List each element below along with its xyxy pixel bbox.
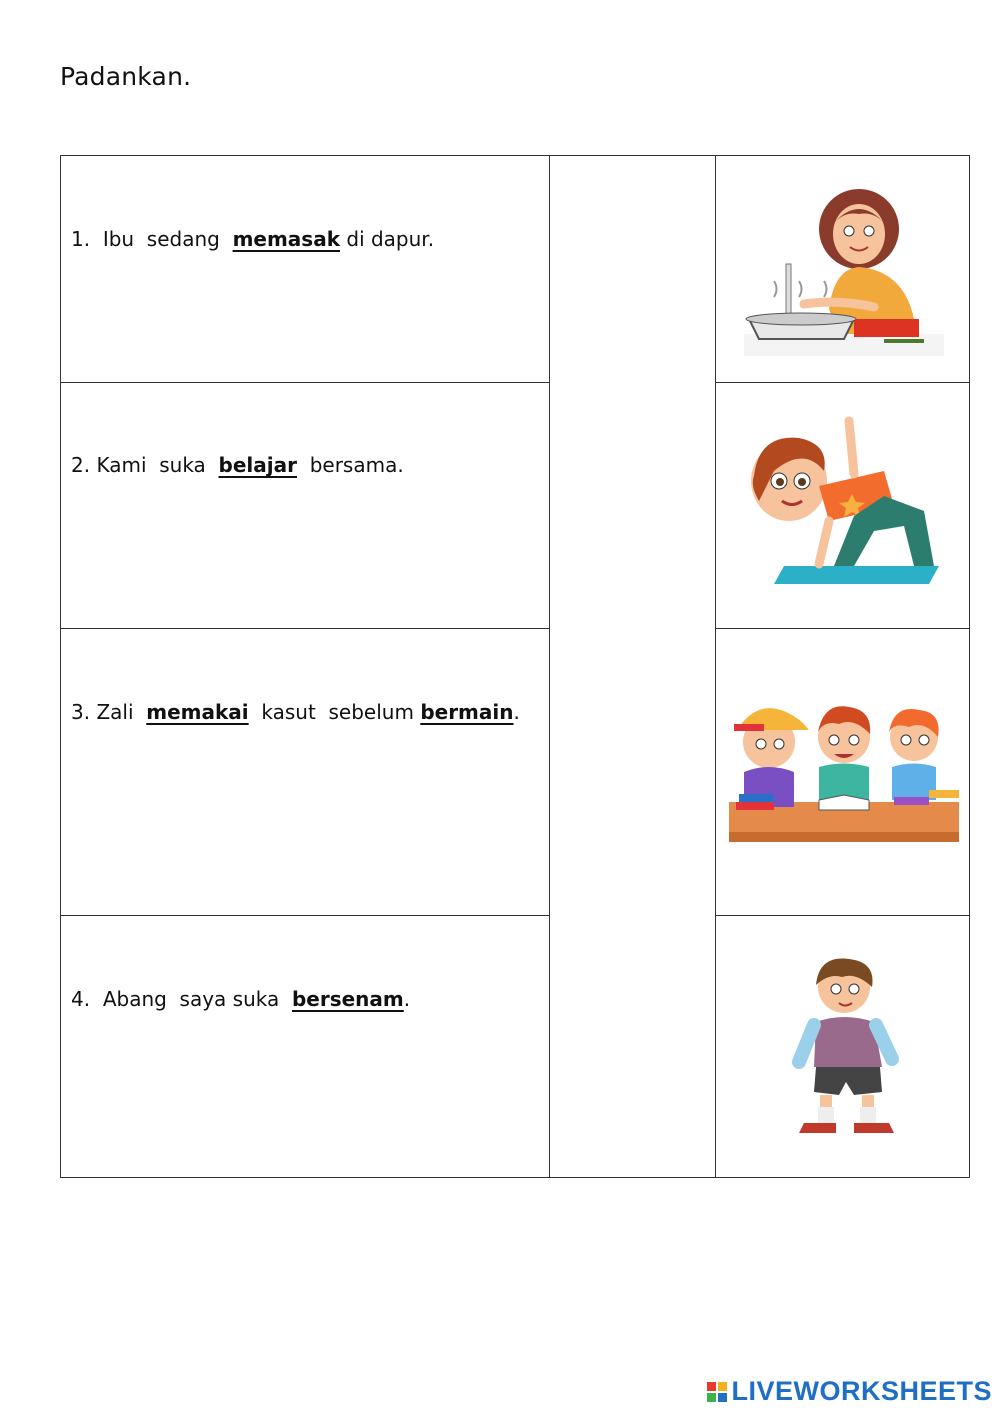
keyword: bersenam — [291, 987, 404, 1011]
page-title: Padankan. — [60, 62, 192, 91]
sentence-3: 3. Zali memakai kasut sebelum bermain. — [71, 700, 520, 724]
mother-cooking-picture[interactable] — [717, 156, 971, 382]
kids-studying-picture[interactable] — [717, 629, 971, 915]
row-divider — [61, 382, 549, 383]
sentence-4: 4. Abang saya suka bersenam. — [71, 987, 411, 1011]
row-divider — [61, 628, 549, 629]
boy-exercising-picture[interactable] — [717, 383, 971, 628]
keyword: belajar — [218, 453, 297, 477]
row-divider — [61, 915, 549, 916]
keyword: memasak — [232, 227, 341, 251]
brand-name: LIVEWORKSHEETS — [731, 1376, 992, 1406]
matching-table — [60, 155, 970, 1178]
keyword: memakai — [146, 700, 249, 724]
column-divider — [715, 156, 716, 1177]
sentence-2: 2. Kami suka belajar bersama. — [71, 453, 404, 477]
boy-putting-on-shoes-picture[interactable] — [717, 916, 971, 1178]
liveworksheets-brand[interactable] — [707, 1376, 992, 1407]
keyword: bermain — [420, 700, 514, 724]
column-divider — [549, 156, 550, 1177]
sentence-1: 1. Ibu sedang memasak di dapur. — [71, 227, 435, 251]
liveworksheets-logo-icon — [707, 1382, 727, 1402]
